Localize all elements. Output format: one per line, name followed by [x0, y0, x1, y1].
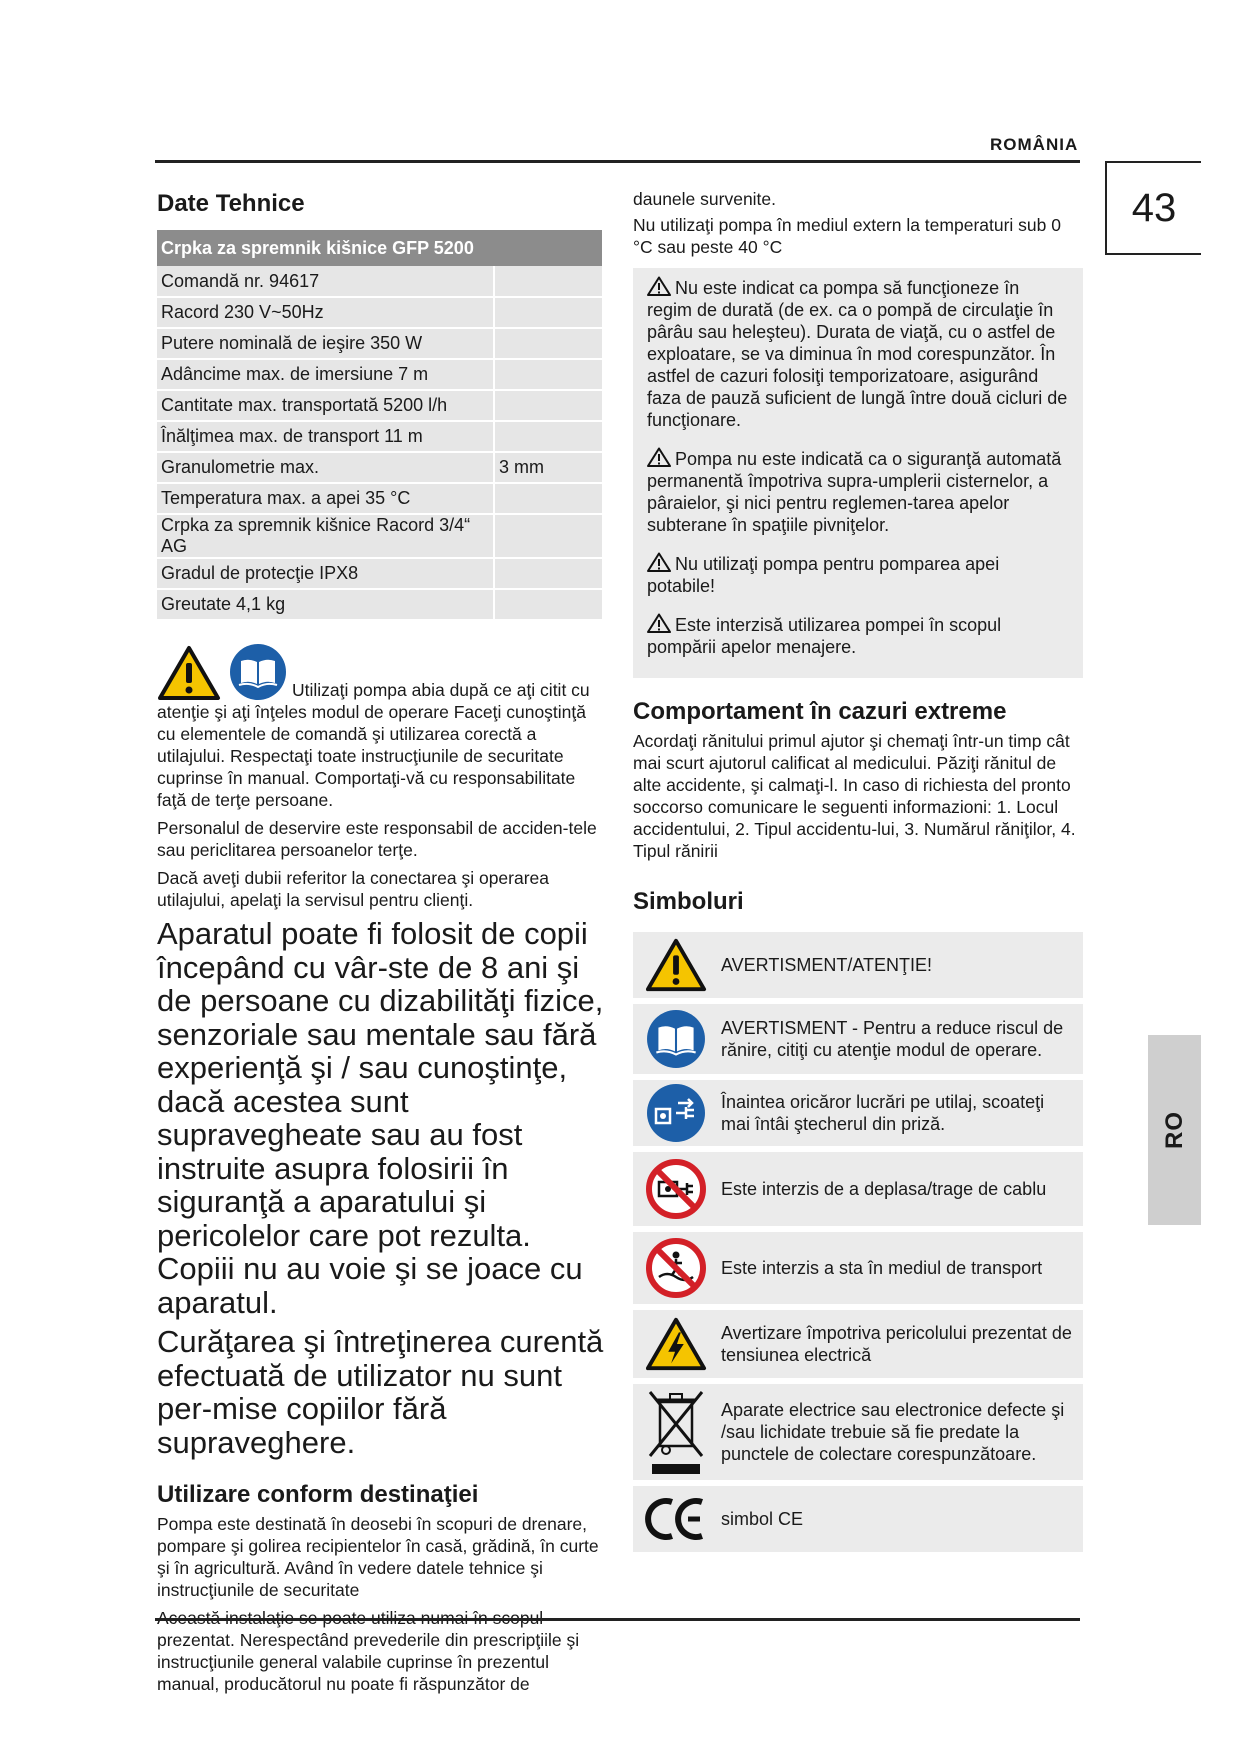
symbol-row [633, 1486, 1083, 1552]
symbol-row [633, 932, 1083, 998]
weee-bin-icon [644, 1386, 708, 1478]
symbol-row [633, 1232, 1083, 1304]
warning-icon [157, 645, 221, 701]
note-overfill: Pompa nu este indicată ca o siguranţă automată permanentă împotriva supra-umplerii cisternelor, a pâraielor, şi nici pentru reglemen-tarea apelor subterane în spaţiile pivniţelor. [647, 449, 1062, 535]
usage-p1: Pompa este destinată în deosebi în scopuri de drenare, pompare şi golirea recipientelor în casă, grădină, în curte şi în agricultură. Având în vedere datele tehnice şi instrucţiunile de securitate [157, 1514, 599, 1600]
symbol-text: Este interzis de a deplasa/trage de cablu [721, 1179, 1047, 1199]
bottom-rule [155, 1618, 1080, 1621]
usage-title: Utilizare conform destinaţiei [157, 1481, 479, 1508]
usage-p2: prezentat. Nerespectând prevederile din prescripţiile şi instrucţiunile general valabile cuprinse în prezentul manual, producătorul nu poate fi răspunzător de [157, 1630, 580, 1694]
children-cleaning: Curăţarea şi întreţinerea curentă efectuată de utilizator nu sunt per-mise copiilor fără supraveghere. [157, 1324, 604, 1460]
table-row: Comandă nr. 94617 [157, 266, 602, 297]
children-warning: Aparatul poate fi folosit de copii începând cu vâr-ste de 8 ani şi de persoane cu dizabilităţi fizice, senzoriale sau mentale sau fără experienţă şi / sau cunoştinţe, dacă acestea sunt supravegheate sau au fost instruite asupra folosirii în siguranţă a aparatului şi pericolelor care pot rezulta. Copiii nu au voie şi se joace cu aparatul. [157, 916, 604, 1320]
table-row: Greutate 4,1 kg [157, 589, 602, 620]
page-number: 43 [1105, 161, 1201, 255]
symbols-title: Simboluri [633, 888, 744, 915]
language-tab-label: RO [1160, 1111, 1188, 1149]
warning-icon [645, 937, 707, 993]
table-row: Racord 230 V~50Hz [157, 297, 602, 328]
language-tab[interactable] [1148, 1035, 1201, 1225]
symbol-text: AVERTISMENT - Pentru a reduce riscul de rănire, citiţi cu atenţie modul de operare. [721, 1018, 1064, 1060]
safety-p3: Dacă aveţi dubii referitor la conectarea şi operarea utilajului, apelaţi la servisul pentru clienţi. [157, 868, 550, 910]
symbol-text: simbol CE [721, 1509, 804, 1529]
spec-table-header: Crpka za spremnik kišnice GFP 5200 [157, 230, 602, 266]
symbol-row [633, 1310, 1083, 1378]
note-drinking-water: Nu utilizaţi pompa pentru pomparea apei potabile! [647, 554, 1000, 596]
notes-box [633, 268, 1083, 678]
safety-intro: Utilizaţi pompa abia după ce aţi citit cu atenţie şi aţi înţeles modul de operare Faceţi cunoştinţă cu elementele de comandă şi utilizarea corectă a utilajului. Respectaţi toate instrucţiunile de securitate cuprinse în manual. Comportaţi-vă cu responsabilitate faţă de terţe persoane. [157, 680, 590, 810]
table-row: Gradul de protecţie IPX8 [157, 558, 602, 589]
no-standing-icon [645, 1237, 707, 1299]
spec-table [157, 230, 602, 621]
tech-title: Date Tehnice [157, 190, 305, 217]
symbol-text: Înaintea oricăror lucrări pe utilaj, scoateţi mai întâi ştecherul din priză. [721, 1092, 1045, 1134]
symbol-text: AVERTISMENT/ATENŢIE! [721, 955, 933, 975]
manual-icon [229, 643, 287, 701]
continued-text: daunele survenite. [633, 189, 777, 209]
table-row: Cantitate max. transportată 5200 l/h [157, 390, 602, 421]
symbol-text: Avertizare împotriva pericolului prezentat de tensiunea electrică [721, 1323, 1072, 1365]
symbol-row [633, 1384, 1083, 1480]
table-row: Putere nominală de ieşire 350 W [157, 328, 602, 359]
no-pull-cable-icon [645, 1158, 707, 1220]
table-row: Crpka za spremnik kišnice Racord 3/4“ AG [157, 514, 602, 558]
ce-mark-icon [644, 1494, 708, 1544]
warning-outline-icon [647, 552, 671, 572]
right-column [633, 190, 1083, 1558]
safety-p2: Personalul de deservire este responsabil de acciden-tele sau periclitarea persoanelor terţe. [157, 818, 597, 860]
table-row: Temperatura max. a apei 35 °C [157, 483, 602, 514]
unplug-icon [646, 1083, 706, 1143]
symbol-row [633, 1152, 1083, 1226]
note-wastewater: Este interzisă utilizarea pompei în scopul pompării apelor menajere. [647, 615, 1002, 657]
left-column [157, 190, 607, 1695]
top-rule [155, 160, 1080, 163]
symbol-text: Este interzis a sta în mediul de transport [721, 1258, 1043, 1278]
high-voltage-icon [645, 1316, 707, 1372]
table-row: Adâncime max. de imersiune 7 m [157, 359, 602, 390]
warning-outline-icon [647, 276, 671, 296]
table-row: Granulometrie max. 3 mm [157, 452, 602, 483]
table-row: Înălţimea max. de transport 11 m [157, 421, 602, 452]
warning-outline-icon [647, 447, 671, 467]
symbol-row [633, 1080, 1083, 1146]
symbol-text: Aparate electrice sau electronice defecte şi /sau lichidate trebuie să fie predate la punctele de colectare corespunzătoare. [721, 1400, 1065, 1464]
note-continuous: Nu este indicat ca pompa să funcţioneze în regim de durată (de ex. ca o pompă de circulaţie în pârâu sau heleşteu). Durata de viaţă, cu o astfel de exploatare, se va diminua în mod corespunzător. În astfel de cazuri folosiţi temporizatoare, asigurând faza de pauză suficient de lungă între două cicluri de funcţionare. [647, 278, 1068, 430]
temp-note: Nu utilizaţi pompa în mediul extern la temperaturi sub 0 °C sau peste 40 °C [633, 215, 1061, 257]
header-country: ROMÂNIA [990, 135, 1079, 154]
extreme-title: Comportament în cazuri extreme [633, 698, 1007, 725]
symbol-row [633, 1004, 1083, 1074]
warning-outline-icon [647, 613, 671, 633]
extreme-text: Acordaţi rănitului primul ajutor şi chemaţi într-un timp cât mai scurt ajutorul calificat al medicului. Păziţi rănitul de alte accidente, şi calmaţi-l. In caso di richiesta del pronto soccorso comunicare le seguenti informazioni: 1. Locul accidentului, 2. Tipul accidentu-lui, 3. Numărul răniţilor, 4. Tipul rănirii [633, 731, 1076, 861]
manual-icon [646, 1009, 706, 1069]
